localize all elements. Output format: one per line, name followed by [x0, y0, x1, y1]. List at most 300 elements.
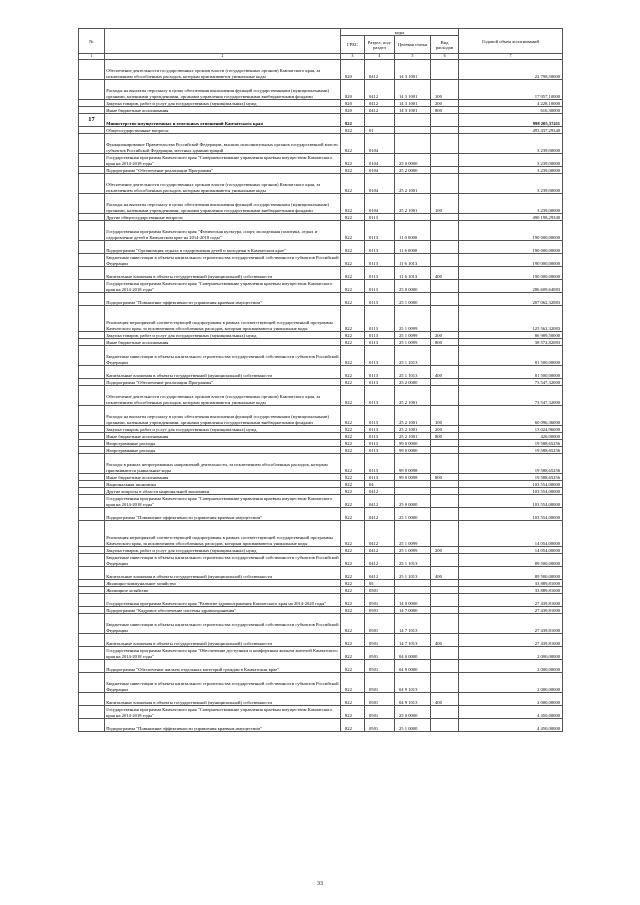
row-expense-type: [431, 646, 459, 659]
row-name: Государственная программа Камчатского края "Совершенствование управления краевым имуществом Камчатского края на 2014-2018 годы": [105, 279, 341, 292]
row-grbs-code: 822: [341, 692, 365, 705]
row-grbs-code: 822: [341, 345, 365, 365]
row-target-code: 14 7 1013: [395, 613, 431, 633]
row-amount: 103 554,00000: [459, 487, 563, 494]
table-row: [79, 566, 563, 579]
row-expense-type: 400: [431, 692, 459, 705]
row-number: [79, 166, 105, 173]
row-target-code: 14 3 1001: [395, 99, 431, 106]
table-row: [79, 99, 563, 106]
row-name: Подпрограмма "Обеспечение реализации Программы": [105, 378, 341, 385]
row-number: [79, 432, 105, 439]
header-num: №: [79, 29, 105, 54]
table-row: [79, 365, 563, 378]
row-expense-type: [431, 613, 459, 633]
row-expense-type: [431, 153, 459, 166]
row-number: [79, 453, 105, 473]
row-number: 17: [79, 113, 105, 126]
row-grbs-code: 822: [341, 133, 365, 153]
row-amount: 14 054,00000: [459, 520, 563, 546]
row-amount: 3 239,00000: [459, 173, 563, 193]
row-expense-type: 200: [431, 99, 459, 106]
header-grbs: ГРБС: [341, 36, 365, 54]
row-number: [79, 553, 105, 566]
row-grbs-code: 822: [341, 113, 365, 126]
row-amount: 38 572,82083: [459, 338, 563, 345]
table-row: [79, 692, 563, 705]
row-number: [79, 633, 105, 646]
row-section-code: 0412: [365, 546, 395, 553]
row-grbs-code: 822: [341, 405, 365, 425]
header-section: Раздел, под-раздел: [365, 36, 395, 54]
table-row: [79, 425, 563, 432]
row-expense-type: [431, 279, 459, 292]
row-section-code: 0113: [365, 473, 395, 480]
row-expense-type: [431, 507, 459, 520]
row-target-code: 25 1 1013: [395, 566, 431, 579]
table-row: [79, 153, 563, 166]
row-amount: 89 500,00000: [459, 566, 563, 579]
row-target-code: 04 9 1013: [395, 692, 431, 705]
row-expense-type: 100: [431, 193, 459, 213]
row-section-code: 0501: [365, 606, 395, 613]
row-target-code: 14 7 1013: [395, 633, 431, 646]
row-name: Иные бюджетные ассигнования: [105, 106, 341, 113]
row-grbs-code: 822: [341, 473, 365, 480]
row-target-code: 25 1 0099: [395, 338, 431, 345]
row-section-code: 0501: [365, 586, 395, 593]
row-grbs-code: 822: [341, 480, 365, 487]
row-name: Непрограммные расходы: [105, 439, 341, 446]
row-target-code: 25 1 0099: [395, 305, 431, 331]
row-expense-type: [431, 133, 459, 153]
row-expense-type: 800: [431, 473, 459, 480]
row-grbs-code: 822: [341, 520, 365, 546]
row-number: [79, 446, 105, 453]
row-name: Подпрограмма "Обеспечение реализации Программы": [105, 166, 341, 173]
row-section-code: 0113: [365, 331, 395, 338]
row-section-code: 0113: [365, 253, 395, 266]
table-row: [79, 606, 563, 613]
row-amount: 616,30000: [459, 106, 563, 113]
row-name: Капитальные вложения в объекты государственной (муниципальной) собственности: [105, 566, 341, 579]
row-number: [79, 79, 105, 99]
row-number: [79, 487, 105, 494]
row-amount: 73 547,32000: [459, 378, 563, 385]
row-expense-type: [431, 494, 459, 507]
row-target-code: 25 2 0000: [395, 166, 431, 173]
row-target-code: 25 2 1001: [395, 405, 431, 425]
row-section-code: 0113: [365, 292, 395, 305]
row-amount: 493 437,29340: [459, 126, 563, 133]
row-section-code: 0501: [365, 659, 395, 672]
row-grbs-code: 822: [341, 338, 365, 345]
row-name: Расходы на выплаты персоналу в целях обеспечения выполнения функций государственными (муниципальными) органами, казенными учреждениями, органами управления государственными внебюджетными фондами: [105, 405, 341, 425]
table-row: [79, 220, 563, 240]
table-row: [79, 279, 563, 292]
column-index: 1: [79, 54, 105, 59]
row-number: [79, 193, 105, 213]
row-section-code: 0113: [365, 453, 395, 473]
row-section-code: 0113: [365, 240, 395, 253]
row-section-code: 0104: [365, 153, 395, 166]
row-section-code: 0113: [365, 279, 395, 292]
row-name: Другие общегосударственные вопросы: [105, 213, 341, 220]
row-amount: 190 000,00000: [459, 240, 563, 253]
row-section-code: 0113: [365, 220, 395, 240]
header-type: Вид расходов: [431, 36, 459, 54]
row-amount: 89 500,00000: [459, 553, 563, 566]
row-target-code: 14 0 0000: [395, 593, 431, 606]
row-number: [79, 672, 105, 692]
row-expense-type: [431, 220, 459, 240]
row-target-code: 11 6 1013: [395, 253, 431, 266]
budget-table: [78, 28, 563, 732]
row-number: [79, 439, 105, 446]
row-number: [79, 473, 105, 480]
table-row: [79, 432, 563, 439]
row-grbs-code: 822: [341, 253, 365, 266]
table-row: [79, 338, 563, 345]
row-name: Иные бюджетные ассигнования: [105, 473, 341, 480]
table-row: [79, 553, 563, 566]
row-amount: 3 239,00000: [459, 166, 563, 173]
row-name: Непрограммные расходы: [105, 446, 341, 453]
table-row: [79, 718, 563, 731]
row-number: [79, 126, 105, 133]
row-section-code: 0412: [365, 507, 395, 520]
row-name: Подпрограмма "Обеспечение жильем отдельных категорий граждан в Камчатском крае": [105, 659, 341, 672]
row-grbs-code: 822: [341, 153, 365, 166]
row-section-code: 0412: [365, 566, 395, 579]
row-section-code: 0113: [365, 439, 395, 446]
row-expense-type: [431, 126, 459, 133]
table-row: [79, 520, 563, 546]
row-expense-type: 400: [431, 266, 459, 279]
row-section-code: 05: [365, 579, 395, 586]
row-target-code: 25 1 1013: [395, 553, 431, 566]
row-section-code: 0113: [365, 446, 395, 453]
row-grbs-code: 822: [341, 305, 365, 331]
row-target-code: 25 1 0000: [395, 718, 431, 731]
table-row: [79, 345, 563, 365]
row-section-code: 0113: [365, 345, 395, 365]
row-number: [79, 378, 105, 385]
row-target-code: 25 2 1001: [395, 173, 431, 193]
row-number: [79, 331, 105, 338]
table-row: [79, 106, 563, 113]
row-target-code: 14 3 1001: [395, 59, 431, 79]
row-section-code: 0113: [365, 378, 395, 385]
row-amount: 27 439,81000: [459, 613, 563, 633]
row-grbs-code: 822: [341, 672, 365, 692]
table-row: [79, 253, 563, 266]
row-target-code: 25 0 0000: [395, 279, 431, 292]
table-row: [79, 613, 563, 633]
row-target-code: 25 1 0099: [395, 546, 431, 553]
row-name: Подпрограмма "Кадровое обеспечение системы здравоохранения": [105, 606, 341, 613]
table-row: [79, 173, 563, 193]
row-expense-type: [431, 705, 459, 718]
row-amount: 103 554,00000: [459, 480, 563, 487]
row-amount: 426,00000: [459, 432, 563, 439]
row-expense-type: [431, 173, 459, 193]
row-grbs-code: 822: [341, 633, 365, 646]
column-index: 7: [459, 54, 563, 59]
row-number: [79, 480, 105, 487]
row-number: [79, 507, 105, 520]
row-number: [79, 305, 105, 331]
row-name: Государственная программа Камчатского края "Физическая культура, спорт, молодежная политика, отдых и оздоровление детей в Камчатском крае на 2014-2018 годы": [105, 220, 341, 240]
row-expense-type: [431, 253, 459, 266]
row-section-code: 0412: [365, 487, 395, 494]
row-target-code: 25 2 1001: [395, 425, 431, 432]
row-expense-type: [431, 487, 459, 494]
row-target-code: 14 7 0000: [395, 606, 431, 613]
row-name: Обеспечение деятельности государственных органов власти (государственных органов) Камчатского края, за исключением обособленных расходов, которым присваиваются уникальные коды: [105, 59, 341, 79]
row-expense-type: [431, 292, 459, 305]
row-number: [79, 646, 105, 659]
row-section-code: 0104: [365, 166, 395, 173]
row-amount: 4 450,00000: [459, 705, 563, 718]
budget-table-sheet: [78, 28, 562, 732]
row-number: [79, 606, 105, 613]
row-number: [79, 613, 105, 633]
row-name: Бюджетные инвестиции в объекты капитального строительства государственной собственности субъектов Российской Федерации: [105, 553, 341, 566]
row-expense-type: 100: [431, 79, 459, 99]
row-amount: 2 000,00000: [459, 692, 563, 705]
table-row: [79, 133, 563, 153]
row-target-code: [395, 487, 431, 494]
row-amount: 27 439,81000: [459, 606, 563, 613]
row-section-code: 0501: [365, 718, 395, 731]
row-expense-type: 400: [431, 566, 459, 579]
table-row: [79, 473, 563, 480]
row-name: Капитальные вложения в объекты государственной (муниципальной) собственности: [105, 692, 341, 705]
row-grbs-code: 822: [341, 266, 365, 279]
row-name: Капитальные вложения в объекты государственной (муниципальной) собственности: [105, 633, 341, 646]
row-expense-type: [431, 606, 459, 613]
row-grbs-code: 822: [341, 385, 365, 405]
row-grbs-code: 822: [341, 439, 365, 446]
row-amount: 86 989,50000: [459, 331, 563, 338]
row-section-code: 0501: [365, 672, 395, 692]
row-amount: 103 554,00000: [459, 494, 563, 507]
row-section-code: 0104: [365, 173, 395, 193]
row-target-code: 99 0 0098: [395, 453, 431, 473]
row-section-code: 0113: [365, 305, 395, 331]
row-grbs-code: 822: [341, 446, 365, 453]
row-number: [79, 692, 105, 705]
row-name: Закупка товаров, работ и услуг для государственных (муниципальных) нужд: [105, 331, 341, 338]
row-target-code: 11 6 0000: [395, 240, 431, 253]
table-row: [79, 385, 563, 405]
row-expense-type: [431, 439, 459, 446]
header-name: [105, 29, 341, 54]
row-number: [79, 292, 105, 305]
row-amount: 81 500,00000: [459, 345, 563, 365]
row-grbs-code: 822: [341, 646, 365, 659]
row-section-code: 0412: [365, 99, 395, 106]
table-row: [79, 579, 563, 586]
row-expense-type: [431, 113, 459, 126]
row-amount: 17 957,10000: [459, 79, 563, 99]
table-row: [79, 439, 563, 446]
row-amount: 4 450,00000: [459, 718, 563, 731]
row-amount: 27 439,81000: [459, 593, 563, 606]
row-amount: 14 054,00000: [459, 546, 563, 553]
row-target-code: 25 2 1001: [395, 193, 431, 213]
row-section-code: [365, 113, 395, 126]
row-number: [79, 520, 105, 546]
row-number: [79, 266, 105, 279]
row-name: Бюджетные инвестиции в объекты капитального строительства государственной собственности субъектов Российской Федерации: [105, 672, 341, 692]
row-expense-type: 800: [431, 106, 459, 113]
row-name: Закупка товаров, работ и услуг для государственных (муниципальных) нужд: [105, 425, 341, 432]
header-total: Годовой объем ассигнований: [459, 29, 563, 54]
row-target-code: 25 2 1001: [395, 385, 431, 405]
row-section-code: 0501: [365, 613, 395, 633]
row-expense-type: 100: [431, 405, 459, 425]
row-name: Бюджетные инвестиции в объекты капитального строительства государственной собственности субъектов Российской Федерации: [105, 613, 341, 633]
row-number: [79, 99, 105, 106]
row-grbs-code: 822: [341, 659, 365, 672]
row-grbs-code: 820: [341, 106, 365, 113]
row-number: [79, 59, 105, 79]
row-expense-type: [431, 586, 459, 593]
row-section-code: 0113: [365, 338, 395, 345]
row-number: [79, 705, 105, 718]
row-amount: 19 588,65256: [459, 473, 563, 480]
row-name: Другие вопросы в области национальной экономики: [105, 487, 341, 494]
row-target-code: 11 6 1013: [395, 266, 431, 279]
row-number: [79, 365, 105, 378]
row-section-code: 0501: [365, 705, 395, 718]
row-expense-type: [431, 166, 459, 173]
row-expense-type: [431, 480, 459, 487]
row-amount: 27 439,81000: [459, 633, 563, 646]
row-expense-type: [431, 446, 459, 453]
row-expense-type: [431, 453, 459, 473]
row-amount: 4 228,10000: [459, 99, 563, 106]
row-grbs-code: 822: [341, 579, 365, 586]
row-number: [79, 566, 105, 579]
row-expense-type: [431, 593, 459, 606]
table-row: [79, 240, 563, 253]
table-row: [79, 79, 563, 99]
row-expense-type: [431, 672, 459, 692]
row-grbs-code: 822: [341, 173, 365, 193]
row-grbs-code: 822: [341, 487, 365, 494]
row-target-code: 04 0 0000: [395, 646, 431, 659]
row-target-code: 14 3 1001: [395, 79, 431, 99]
row-grbs-code: 822: [341, 546, 365, 553]
row-target-code: 04 9 1013: [395, 672, 431, 692]
row-grbs-code: 822: [341, 566, 365, 579]
row-target-code: 25 0 0000: [395, 153, 431, 166]
row-amount: 2 000,00000: [459, 672, 563, 692]
row-grbs-code: 822: [341, 586, 365, 593]
column-index: 4: [365, 54, 395, 59]
header-target: Целевая статья: [395, 36, 431, 54]
table-row: [79, 193, 563, 213]
row-grbs-code: 822: [341, 613, 365, 633]
row-name: Реализация мероприятий соответствующей подпрограммы в рамках соответствующей государственной программы Камчатского края, за исключением обособленных расходов, которым присваиваются уникальные коды: [105, 305, 341, 331]
row-target-code: 11 0 0000: [395, 220, 431, 240]
row-amount: 33 889,81000: [459, 586, 563, 593]
table-row: [79, 546, 563, 553]
row-amount: 13 024,96000: [459, 425, 563, 432]
row-section-code: 0113: [365, 432, 395, 439]
row-amount: 19 588,65256: [459, 439, 563, 446]
row-number: [79, 106, 105, 113]
table-row: [79, 213, 563, 220]
table-row: [79, 646, 563, 659]
row-amount: 190 000,00000: [459, 266, 563, 279]
row-name: Государственная программа Камчатского края "Развитие здравоохранения Камчатского края на 2014-2020 годы": [105, 593, 341, 606]
row-amount: 2 000,00000: [459, 646, 563, 659]
row-grbs-code: 822: [341, 606, 365, 613]
row-amount: 81 500,00000: [459, 365, 563, 378]
table-row: [79, 659, 563, 672]
row-section-code: 0412: [365, 59, 395, 79]
row-section-code: 01: [365, 126, 395, 133]
row-expense-type: 800: [431, 432, 459, 439]
row-section-code: 0412: [365, 79, 395, 99]
row-expense-type: 200: [431, 331, 459, 338]
row-grbs-code: 822: [341, 213, 365, 220]
row-target-code: 25 1 0000: [395, 292, 431, 305]
table-row: [79, 305, 563, 331]
row-target-code: [395, 113, 431, 126]
row-name: Жилищное хозяйство: [105, 586, 341, 593]
row-name: Государственная программа Камчатского края "Обеспечение доступным и комфортным жильем жителей Камчатского края на 2014-2018 годы": [105, 646, 341, 659]
row-target-code: 25 1 0099: [395, 520, 431, 546]
row-number: [79, 253, 105, 266]
row-section-code: 0501: [365, 593, 395, 606]
row-name: Жилищно-коммунальное хозяйство: [105, 579, 341, 586]
row-grbs-code: 822: [341, 292, 365, 305]
row-expense-type: [431, 718, 459, 731]
row-number: [79, 385, 105, 405]
header-codes: коды: [341, 29, 459, 36]
row-section-code: 0113: [365, 405, 395, 425]
row-number: [79, 586, 105, 593]
row-number: [79, 579, 105, 586]
table-row: [79, 507, 563, 520]
table-row: [79, 705, 563, 718]
row-amount: 103 554,00000: [459, 507, 563, 520]
row-target-code: 25 2 0000: [395, 378, 431, 385]
row-grbs-code: 822: [341, 718, 365, 731]
row-number: [79, 213, 105, 220]
row-name: Бюджетные инвестиции в объекты капитального строительства государственной собственности субъектов Российской Федерации: [105, 253, 341, 266]
row-section-code: 0501: [365, 646, 395, 659]
row-name: Государственная программа Камчатского края "Совершенствование управления краевым имуществом Камчатского края на 2014-2018 годы": [105, 705, 341, 718]
row-name: Подпрограмма "Организация отдыха и оздоровления детей и молодежи в Камчатском крае": [105, 240, 341, 253]
row-section-code: 0412: [365, 106, 395, 113]
table-row: [79, 166, 563, 173]
row-name: Закупка товаров, работ и услуг для государственных (муниципальных) нужд: [105, 546, 341, 553]
row-name: Расходы в рамках непрограммных направлений деятельности, за исключением обособленных расходов, которым присваиваются уникальные коды: [105, 453, 341, 473]
row-grbs-code: 822: [341, 453, 365, 473]
row-amount: 19 588,65256: [459, 446, 563, 453]
row-expense-type: [431, 385, 459, 405]
row-expense-type: 200: [431, 546, 459, 553]
row-expense-type: [431, 579, 459, 586]
table-row: [79, 266, 563, 279]
row-section-code: 0501: [365, 633, 395, 646]
